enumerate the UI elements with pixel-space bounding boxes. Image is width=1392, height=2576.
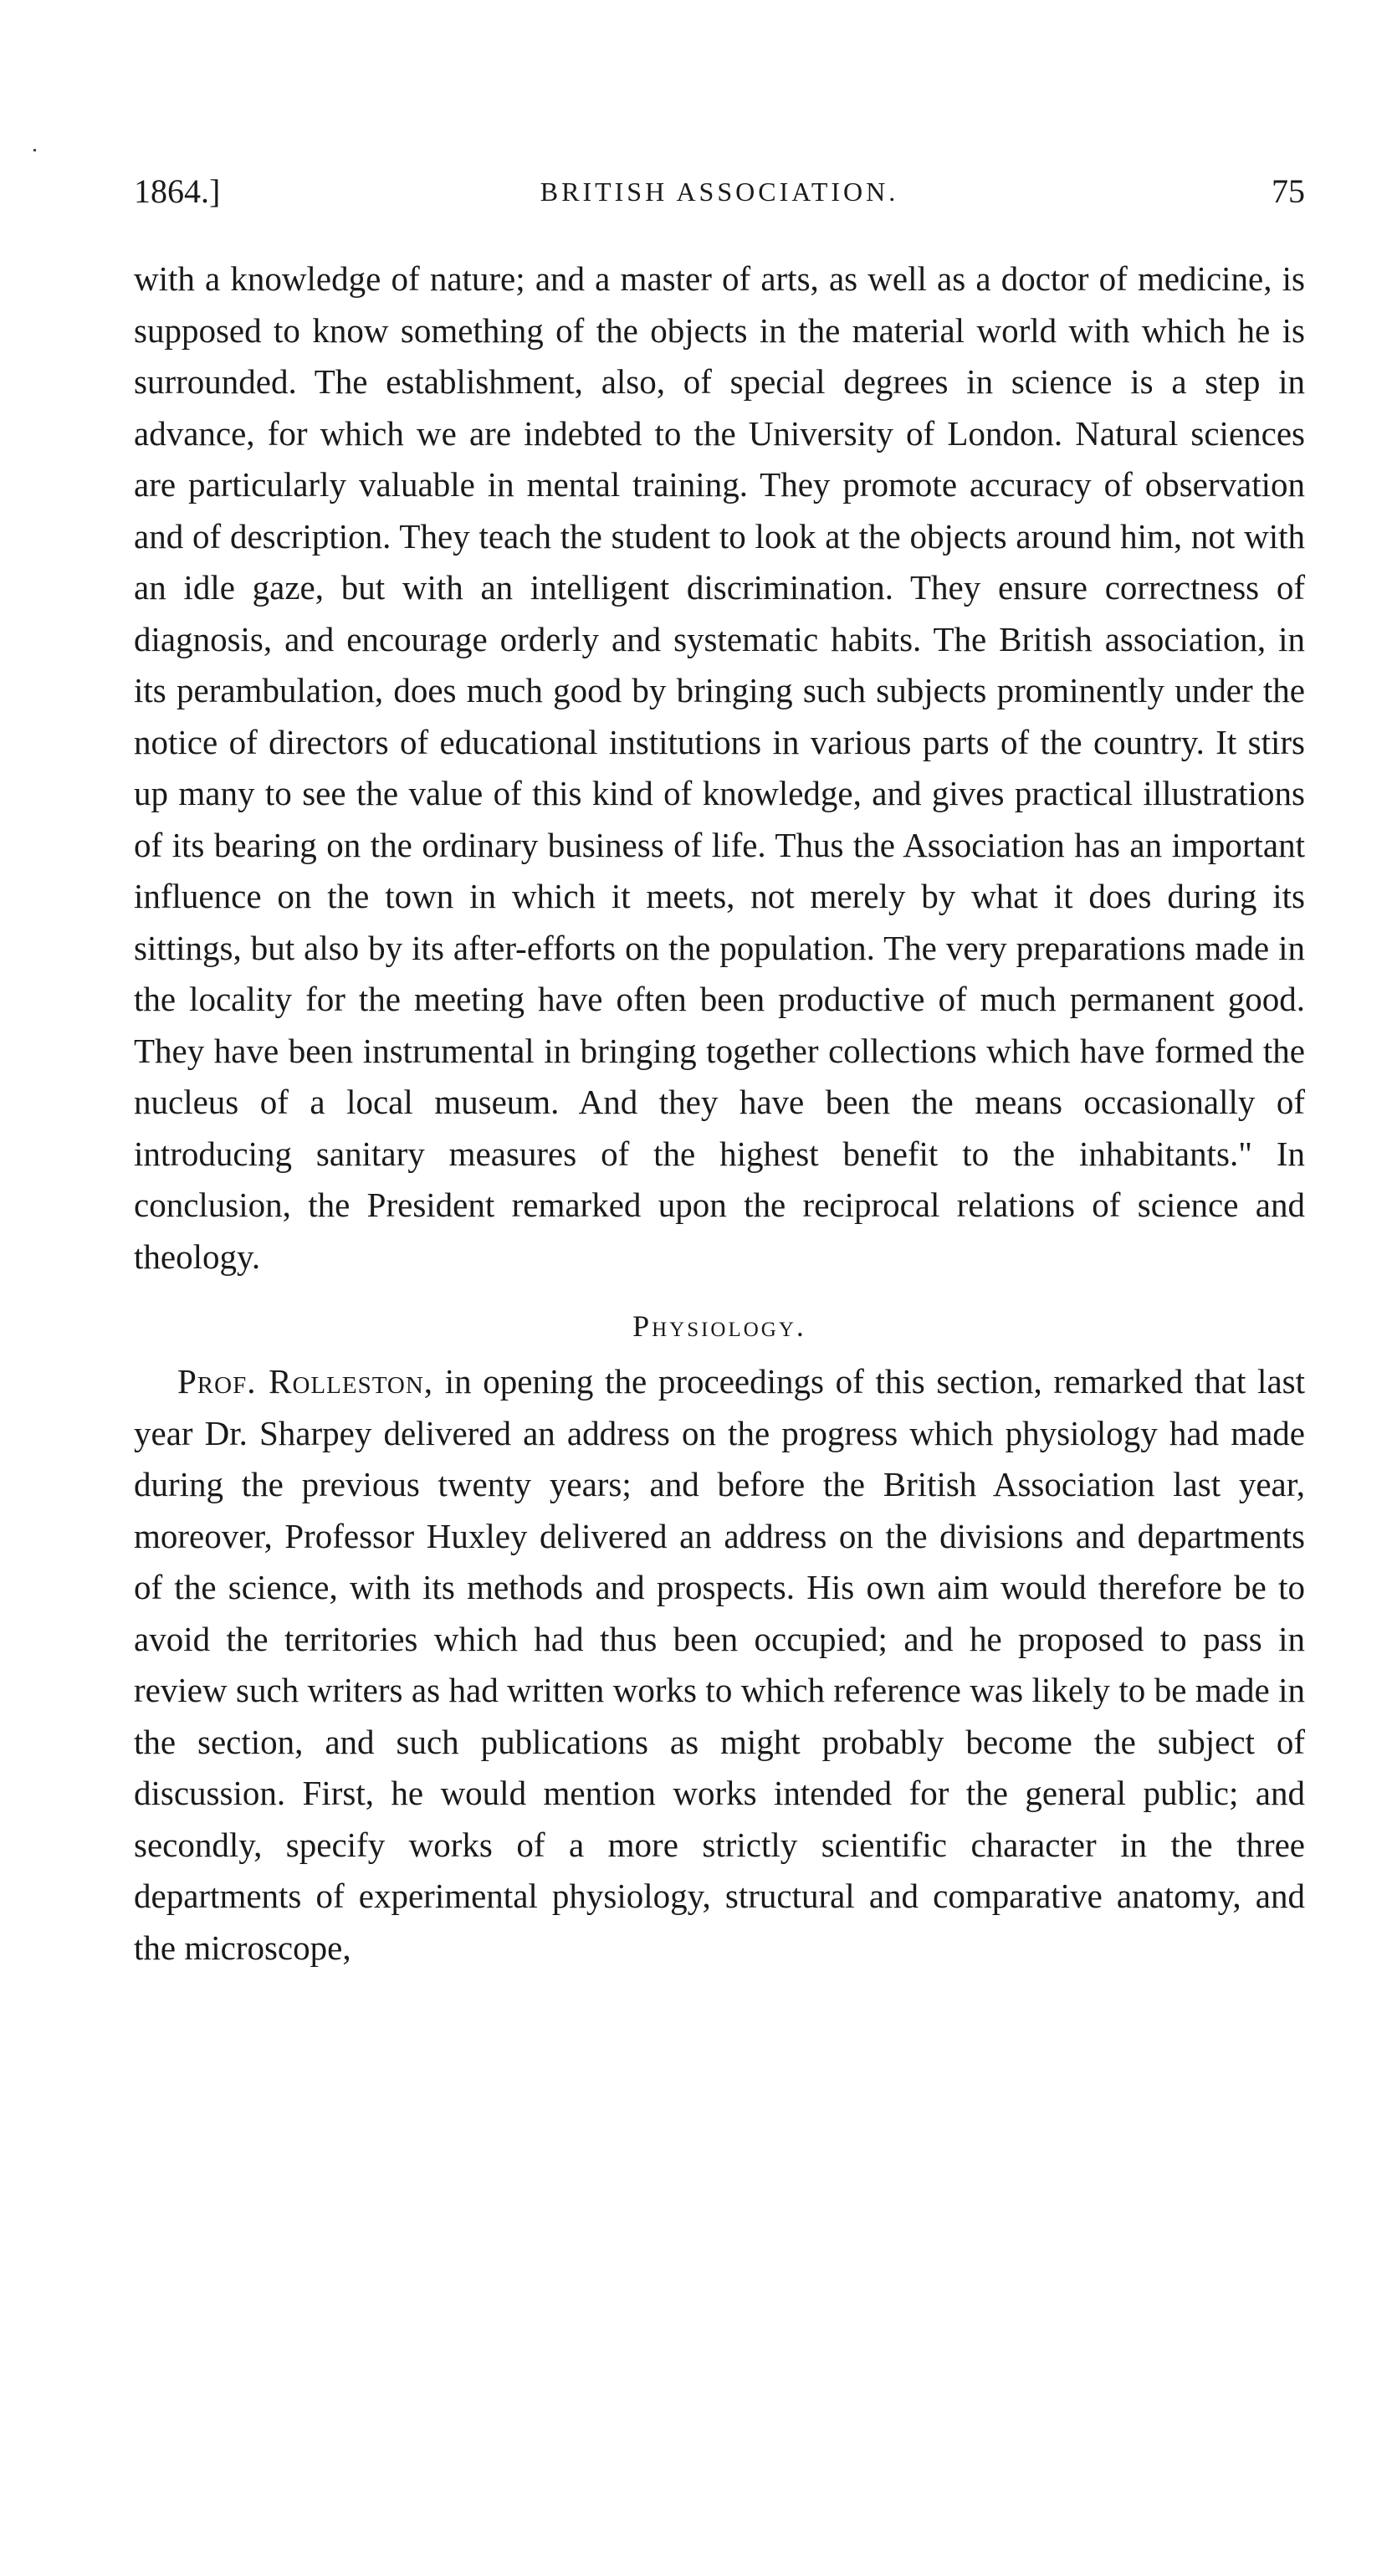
speaker-name: Prof. Rolleston, xyxy=(177,1362,434,1401)
page-header xyxy=(134,172,1305,222)
paragraph-continuation: with a knowledge of nature; and a master of arts, as well as a doctor of medicine, is supposed to know something of the objects in the material world with which he is surrounded. The establishment, also, of special degrees in science is a step in advance, for which we are indebted to the University of London. Natural sciences are particularly valuable in mental training. They promote accuracy of observation and of description. They teach the student to look at the objects around him, not with an idle gaze, but with an intelligent discrimination. They ensure correctness of diagnosis, and encourage orderly and systematic habits. The British association, in its perambulation, does much good by bringing such subjects prominently under the notice of directors of educational institutions in various parts of the country. It stirs up many to see the value of this kind of knowledge, and gives practical illustrations of its bearing on the ordinary business of life. Thus the Association has an important influence on the town in which it meets, not merely by what it does during its sittings, but also by its after-efforts on the population. The very preparations made in the locality for the meeting have often been productive of much permanent good. They have been instrumental in bringing together collections which have formed the nucleus of a local museum. And they have been the means occasionally of introducing sanitary measures of the highest benefit to the inhabitants." In conclusion, the President remarked upon the reciprocal relations of science and theology. xyxy=(134,259,1305,1276)
book-page xyxy=(134,172,1305,1974)
running-title: BRITISH ASSOCIATION. xyxy=(540,177,899,207)
body-text xyxy=(134,254,1305,1974)
paragraph-physiology-text: in opening the proceedings of this section, remarked that last year Dr. Sharpey delivered an address on the progress which physiology had made during the previous twenty years; and before the British Association last year, moreover, Professor Huxley delivered an address on the divisions and departments of the science, with its methods and prospects. His own aim would therefore be to avoid the territories which had thus been occupied; and he proposed to pass in review such writers as had written works to which reference was likely to be made in the section, and such publications as might probably become the subject of discussion. First, he would mention works intended for the general public; and secondly, specify works of a more strictly scientific character in the three departments of experimental physiology, structural and comparative anatomy, and the microscope, xyxy=(134,1362,1305,1967)
page-number: 75 xyxy=(1272,172,1305,210)
section-heading: Physiology. xyxy=(632,1309,806,1343)
margin-speck xyxy=(33,149,36,151)
paragraph-physiology xyxy=(134,1356,1305,1974)
header-year: 1864.] xyxy=(134,172,221,210)
